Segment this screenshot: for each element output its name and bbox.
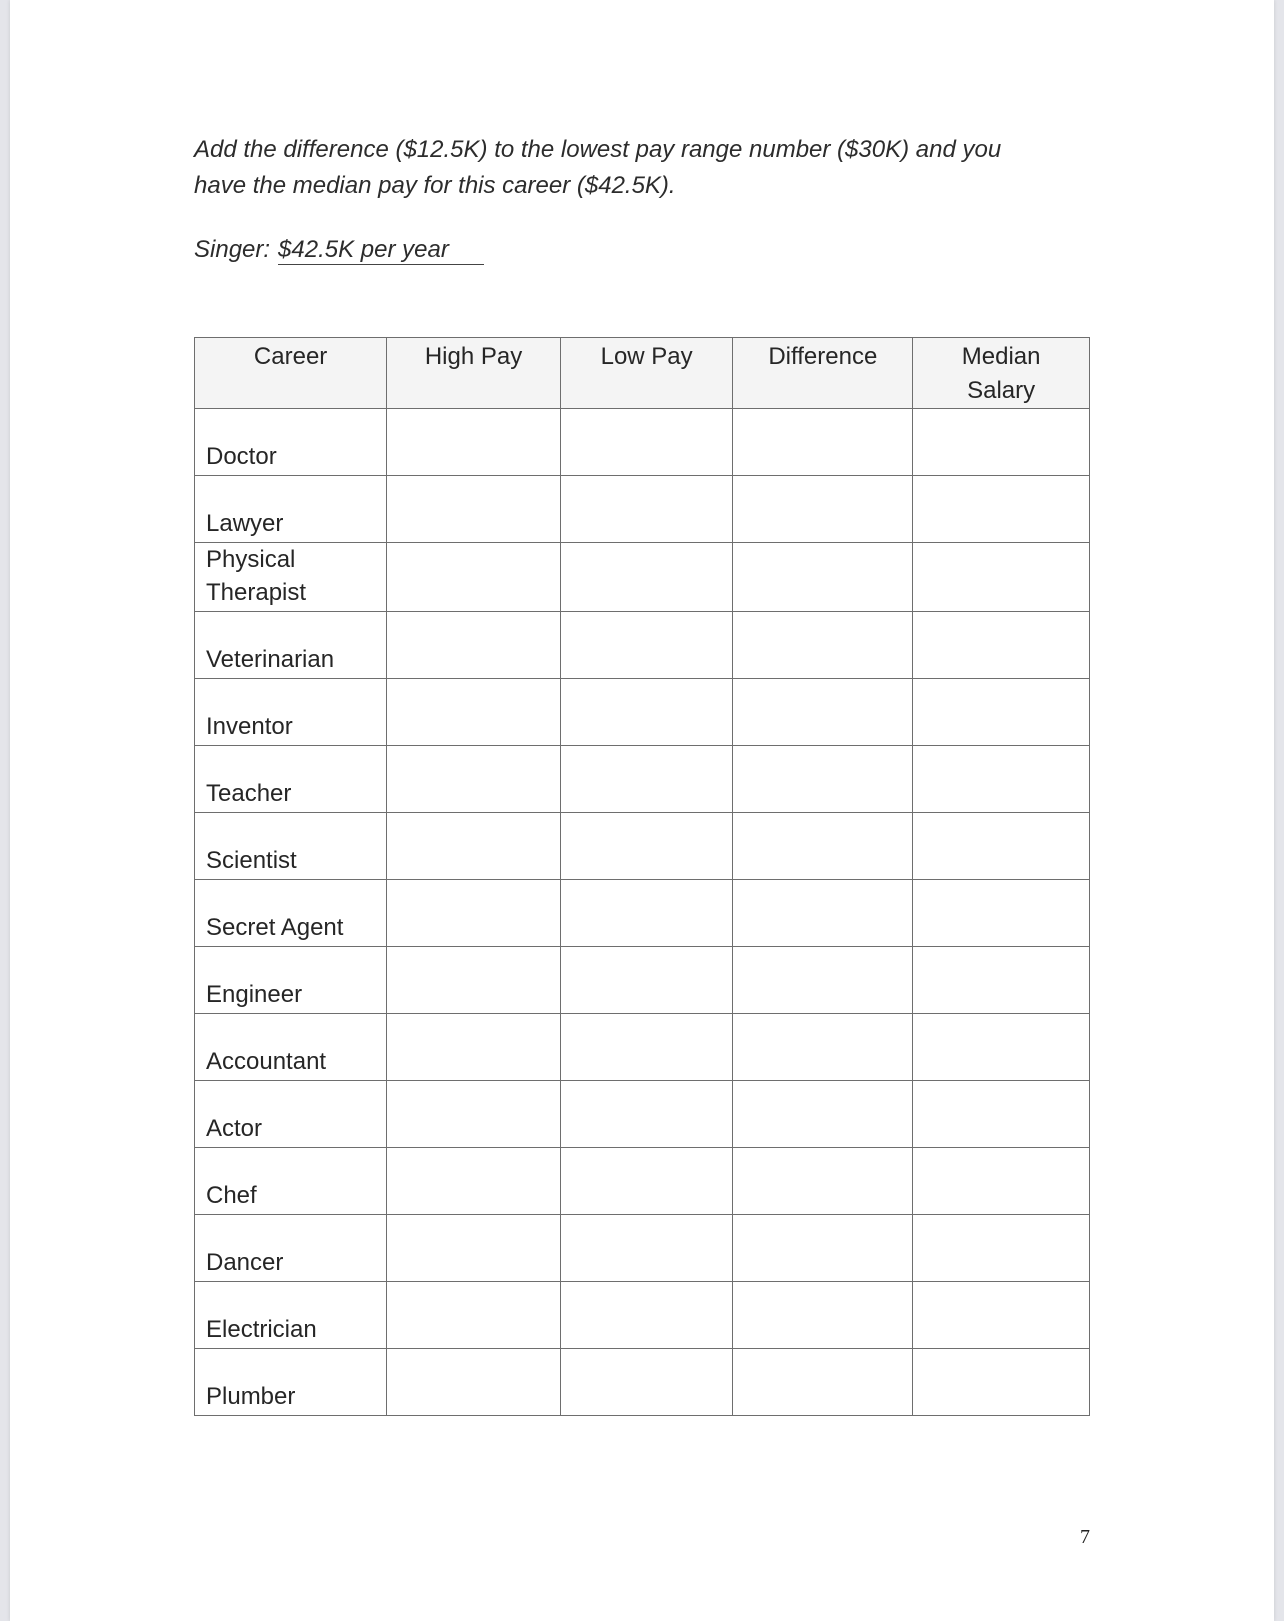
table-row xyxy=(195,476,1090,543)
difference-cell[interactable] xyxy=(733,813,913,880)
low-pay-cell[interactable] xyxy=(560,543,733,612)
table-row xyxy=(195,543,1090,612)
career-cell: Accountant xyxy=(195,1014,387,1081)
table-row xyxy=(195,1282,1090,1349)
career-cell: Actor xyxy=(195,1081,387,1148)
high-pay-cell[interactable] xyxy=(387,543,561,612)
high-pay-cell[interactable] xyxy=(387,880,561,947)
low-pay-cell[interactable] xyxy=(560,880,733,947)
median-salary-cell[interactable] xyxy=(913,1282,1090,1349)
header-high-pay: High Pay xyxy=(387,338,561,409)
career-cell: Chef xyxy=(195,1148,387,1215)
table-row xyxy=(195,409,1090,476)
difference-cell[interactable] xyxy=(733,1349,913,1416)
example-label: Singer: xyxy=(194,236,271,263)
median-salary-cell[interactable] xyxy=(913,1081,1090,1148)
high-pay-cell[interactable] xyxy=(387,1349,561,1416)
median-salary-cell[interactable] xyxy=(913,409,1090,476)
example-answer xyxy=(194,236,484,265)
header-career: Career xyxy=(195,338,387,409)
instructions-line-1: Add the difference ($12.5K) to the lowest pay range number ($30K) and you xyxy=(194,136,1002,163)
median-salary-cell[interactable] xyxy=(913,1215,1090,1282)
table-row xyxy=(195,1148,1090,1215)
low-pay-cell[interactable] xyxy=(560,746,733,813)
table-row xyxy=(195,947,1090,1014)
low-pay-cell[interactable] xyxy=(560,612,733,679)
table-row xyxy=(195,679,1090,746)
low-pay-cell[interactable] xyxy=(560,1014,733,1081)
table-row xyxy=(195,1081,1090,1148)
low-pay-cell[interactable] xyxy=(560,813,733,880)
median-salary-cell[interactable] xyxy=(913,947,1090,1014)
career-salary-table xyxy=(194,337,1090,1416)
difference-cell[interactable] xyxy=(733,1215,913,1282)
header-median-line-1: Median xyxy=(961,343,1041,370)
difference-cell[interactable] xyxy=(733,746,913,813)
median-salary-cell[interactable] xyxy=(913,543,1090,612)
table-row xyxy=(195,1014,1090,1081)
header-low-pay: Low Pay xyxy=(560,338,733,409)
high-pay-cell[interactable] xyxy=(387,947,561,1014)
high-pay-cell[interactable] xyxy=(387,1148,561,1215)
table-row xyxy=(195,746,1090,813)
difference-cell[interactable] xyxy=(733,1081,913,1148)
header-difference: Difference xyxy=(733,338,913,409)
low-pay-cell[interactable] xyxy=(560,679,733,746)
low-pay-cell[interactable] xyxy=(560,947,733,1014)
median-salary-cell[interactable] xyxy=(913,476,1090,543)
median-salary-cell[interactable] xyxy=(913,612,1090,679)
difference-cell[interactable] xyxy=(733,1148,913,1215)
high-pay-cell[interactable] xyxy=(387,1282,561,1349)
median-salary-cell[interactable] xyxy=(913,1349,1090,1416)
high-pay-cell[interactable] xyxy=(387,813,561,880)
page-number: 7 xyxy=(1080,1526,1090,1548)
median-salary-cell[interactable] xyxy=(913,679,1090,746)
high-pay-cell[interactable] xyxy=(387,1081,561,1148)
difference-cell[interactable] xyxy=(733,476,913,543)
low-pay-cell[interactable] xyxy=(560,409,733,476)
table-row xyxy=(195,880,1090,947)
career-cell: Plumber xyxy=(195,1349,387,1416)
career-cell: Teacher xyxy=(195,746,387,813)
table-row xyxy=(195,1215,1090,1282)
high-pay-cell[interactable] xyxy=(387,476,561,543)
median-salary-cell[interactable] xyxy=(913,1014,1090,1081)
low-pay-cell[interactable] xyxy=(560,1148,733,1215)
instructions-text xyxy=(194,132,1094,204)
career-cell: Veterinarian xyxy=(195,612,387,679)
difference-cell[interactable] xyxy=(733,1282,913,1349)
high-pay-cell[interactable] xyxy=(387,679,561,746)
high-pay-cell[interactable] xyxy=(387,1215,561,1282)
low-pay-cell[interactable] xyxy=(560,1349,733,1416)
header-median-salary xyxy=(913,338,1090,409)
career-rows xyxy=(195,409,1090,1416)
difference-cell[interactable] xyxy=(733,679,913,746)
header-row xyxy=(195,338,1090,409)
low-pay-cell[interactable] xyxy=(560,1282,733,1349)
median-salary-cell[interactable] xyxy=(913,880,1090,947)
career-cell: Lawyer xyxy=(195,476,387,543)
difference-cell[interactable] xyxy=(733,1014,913,1081)
career-cell: Dancer xyxy=(195,1215,387,1282)
median-salary-cell[interactable] xyxy=(913,1148,1090,1215)
document-page xyxy=(10,0,1274,1621)
career-cell: Physical Therapist xyxy=(195,543,387,612)
low-pay-cell[interactable] xyxy=(560,1215,733,1282)
high-pay-cell[interactable] xyxy=(387,746,561,813)
instructions-line-2: have the median pay for this career ($42.5K). xyxy=(194,172,676,199)
career-cell: Engineer xyxy=(195,947,387,1014)
median-salary-cell[interactable] xyxy=(913,746,1090,813)
career-cell: Scientist xyxy=(195,813,387,880)
table-row xyxy=(195,1349,1090,1416)
high-pay-cell[interactable] xyxy=(387,1014,561,1081)
example-value: $42.5K per year xyxy=(278,236,484,265)
difference-cell[interactable] xyxy=(733,880,913,947)
career-cell: Electrician xyxy=(195,1282,387,1349)
table-row xyxy=(195,813,1090,880)
career-cell: Inventor xyxy=(195,679,387,746)
difference-cell[interactable] xyxy=(733,612,913,679)
difference-cell[interactable] xyxy=(733,543,913,612)
median-salary-cell[interactable] xyxy=(913,813,1090,880)
career-cell: Doctor xyxy=(195,409,387,476)
high-pay-cell[interactable] xyxy=(387,409,561,476)
low-pay-cell[interactable] xyxy=(560,1081,733,1148)
low-pay-cell[interactable] xyxy=(560,476,733,543)
header-median-line-2: Salary xyxy=(967,377,1036,404)
table-row xyxy=(195,612,1090,679)
career-cell: Secret Agent xyxy=(195,880,387,947)
high-pay-cell[interactable] xyxy=(387,612,561,679)
difference-cell[interactable] xyxy=(733,409,913,476)
difference-cell[interactable] xyxy=(733,947,913,1014)
